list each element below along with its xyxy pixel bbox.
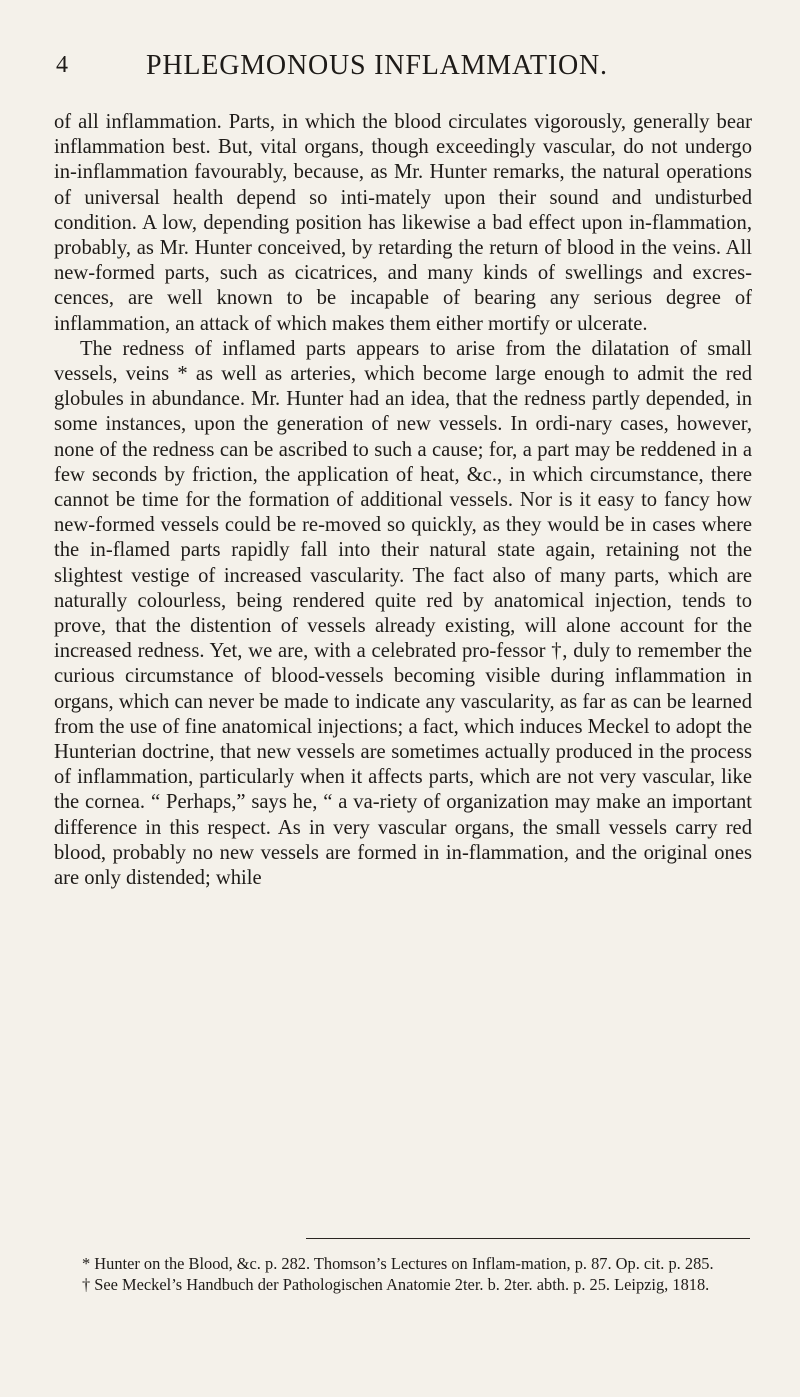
- paragraph-redness: The redness of inflamed parts appears to arise from the dilatation of small vessels, veins * as well as arteries, which become large enough to admit the red globules in abundance. Mr. Hunter had an idea, that the redness partly depended, in some instances, upon the generation of new vessels. In ordi-nary cases, however, none of the redness can be ascribed to such a cause; for, a part may be reddened in a few seconds by friction, the application of heat, &c., in which circumstance, there cannot be time for the formation of additional vessels. Nor is it easy to fancy how new-formed vessels could be re-moved so quickly, as they would be in cases where the in-flamed parts rapidly fall into their natural state again, retaining not the slightest vestige of increased vascularity. The fact also of many parts, which are naturally colourless, being rendered quite red by anatomical injection, tends to prove, that the distention of vessels already existing, will alone account for the increased redness. Yet, we are, with a celebrated pro-fessor †, duly to remember the curious circumstance of blood-vessels becoming visible during inflammation in organs, which can never be made to indicate any vascularity, as far as can be learned from the use of fine anatomical injections; a fact, which induces Meckel to adopt the Hunterian doctrine, that new vessels are sometimes actually produced in the process of inflammation, particularly when it affects parts, which are not very vascular, like the cornea. “ Perhaps,” says he, “ a va-riety of organization may make an important difference in this respect. As in very vascular organs, the small vessels carry red blood, probably no new vessels are formed in in-flammation, and the original ones are only distended; while: [54, 337, 752, 890]
- footnote-asterisk: * Hunter on the Blood, &c. p. 282. Thomson’s Lectures on Inflam-mation, p. 87. Op. cit. p. 285.: [82, 1254, 714, 1273]
- body-text: [54, 110, 752, 891]
- footnotes: [56, 1253, 750, 1296]
- page-header: [56, 50, 746, 90]
- footnote-dagger: † See Meckel’s Handbuch der Pathologischen Anatomie 2ter. b. 2ter. abth. p. 25. Leipzig, 1818.: [82, 1275, 710, 1295]
- paragraph-continued: of all inflammation. Parts, in which the blood circulates vigorously, generally bear inflammation best. But, vital organs, though exceedingly vascular, do not undergo in-inflammation favourably, because, as Mr. Hunter remarks, the natural operations of universal health depend so inti-mately upon their sound and undisturbed condition. A low, depending position has likewise a bad effect upon in-flammation, probably, as Mr. Hunter conceived, by retarding the return of blood in the veins. All new-formed parts, such as cicatrices, and many kinds of swellings and excres-cences, are well known to be incapable of bearing any serious degree of inflammation, an attack of which makes them either mortify or ulcerate.: [54, 111, 752, 335]
- footnote-divider: [306, 1238, 750, 1239]
- page-number: 4: [56, 52, 69, 78]
- running-head: PHLEGMONOUS INFLAMMATION.: [146, 50, 608, 81]
